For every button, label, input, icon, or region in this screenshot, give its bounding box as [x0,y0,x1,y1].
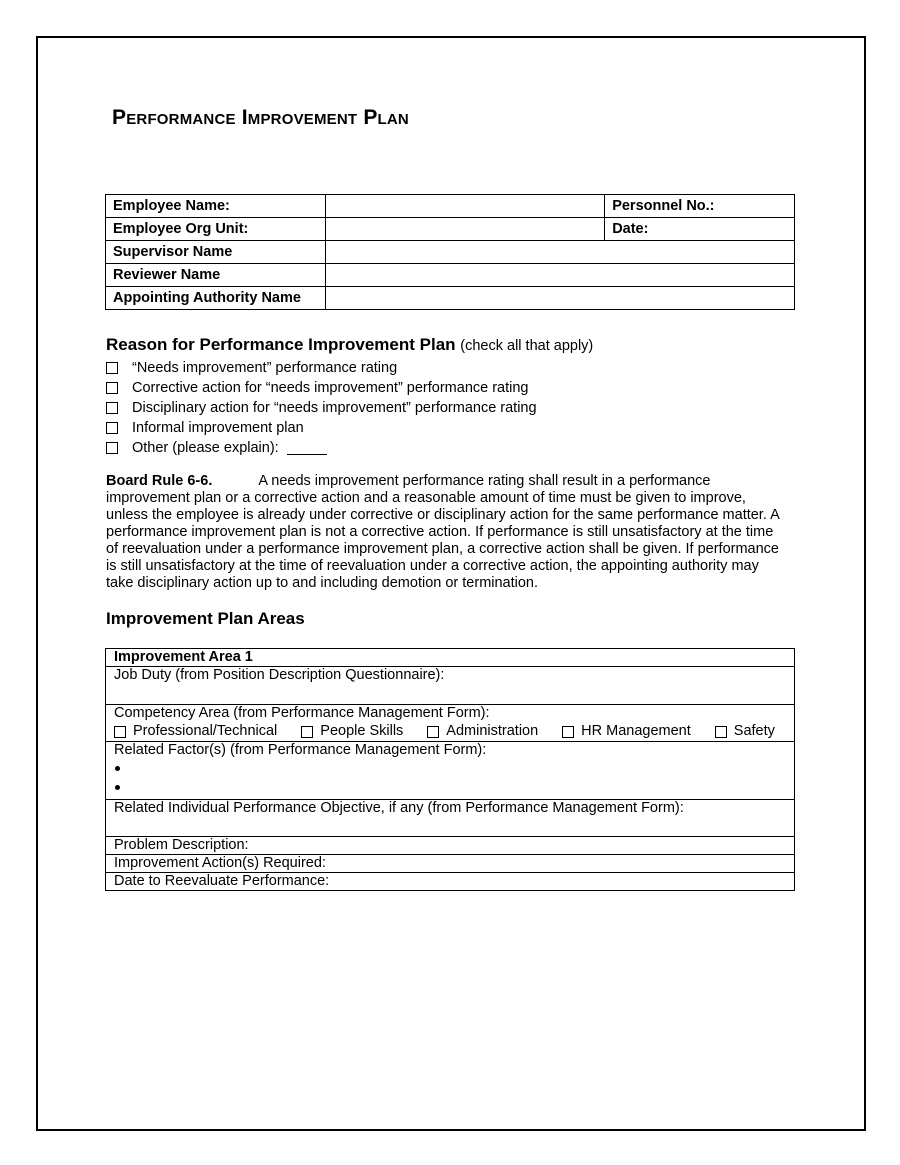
checkbox[interactable] [106,382,118,394]
reevaluate-date-label: Date to Reevaluate Performance: [114,873,330,889]
board-rule-label: Board Rule 6-6. [106,473,213,489]
competency-option-label: People Skills [320,723,404,739]
org-unit-field[interactable] [325,218,604,241]
competency-option-label: Administration [446,723,539,739]
employee-name-label: Employee Name: [106,195,326,218]
checkbox[interactable] [114,726,126,738]
checkbox[interactable] [715,726,727,738]
related-factors-label: Related Factor(s) (from Performance Management Form): [114,742,487,758]
personnel-no-label: Personnel No.: [612,198,715,214]
reason-option [106,358,537,378]
reason-option-label: Informal improvement plan [132,420,304,436]
competency-option-label: Safety [733,723,775,739]
competency-label: Competency Area (from Performance Management Form): [114,705,490,721]
appointing-authority-label: Appointing Authority Name [106,287,326,310]
checkbox[interactable] [106,402,118,414]
checkbox[interactable] [106,442,118,454]
reason-option-label: Other (please explain): [132,440,279,456]
personnel-no-field[interactable] [605,195,795,218]
reason-option-label: Corrective action for “needs improvement” performance rating [132,380,529,396]
improvement-heading: Improvement Plan Areas [106,609,305,628]
checkbox[interactable] [427,726,439,738]
job-duty-cell[interactable] [106,667,795,705]
reason-checklist [106,358,537,458]
org-unit-label: Employee Org Unit: [106,218,326,241]
supervisor-label: Supervisor Name [106,241,326,264]
competency-option [715,723,775,740]
competency-options [114,723,786,740]
reason-option-label: Disciplinary action for “needs improvement” performance rating [132,400,537,416]
other-explain-blank[interactable] [287,442,327,455]
competency-option-label: HR Management [581,723,691,739]
checkbox[interactable] [106,422,118,434]
bullet-item[interactable] [114,759,786,778]
related-factors-list [114,759,786,797]
reviewer-field[interactable] [325,264,794,287]
competency-cell [106,705,795,742]
competency-option [114,723,277,740]
improvement-actions-label: Improvement Action(s) Required: [114,855,326,871]
competency-option [427,723,538,740]
reason-option [106,378,537,398]
checkbox[interactable] [562,726,574,738]
page-title: Performance Improvement Plan [112,106,409,129]
date-label: Date: [612,221,649,237]
appointing-authority-field[interactable] [325,287,794,310]
improvement-area-table [105,648,795,891]
employee-info-table [105,194,795,310]
improvement-actions-cell[interactable] [106,855,795,873]
problem-description-label: Problem Description: [114,837,249,853]
objective-label: Related Individual Performance Objective, if any (from Performance Management Form): [114,800,684,816]
related-factors-cell[interactable] [106,742,795,800]
problem-description-cell[interactable] [106,837,795,855]
competency-option-label: Professional/Technical [133,723,278,739]
competency-option [562,723,691,740]
reason-heading-note: (check all that apply) [460,338,594,354]
date-field[interactable] [605,218,795,241]
reason-option [106,438,537,458]
checkbox[interactable] [301,726,313,738]
competency-option [301,723,403,740]
board-rule-text: A needs improvement performance rating shall result in a performance improvement plan or a corrective action and a reasonable amount of time must be given to improve, unless the employee is already under corrective or disciplinary action for the same performance matter. A performance improvement plan is not a corrective action. If performance is still unsatisfactory at the time of reevaluation under a performance improvement plan, a corrective action shall be given. If performance is still unsatisfactory at the time of reevaluation under a corrective action, the appointing authority may take disciplinary action up to and including demotion or termination. [106,473,779,591]
reason-heading-text: Reason for Performance Improvement Plan [106,335,456,354]
reevaluate-date-cell[interactable] [106,873,795,891]
reviewer-label: Reviewer Name [106,264,326,287]
board-rule-paragraph [106,473,786,592]
objective-cell[interactable] [106,800,795,837]
reason-heading [106,335,593,355]
checkbox[interactable] [106,362,118,374]
employee-name-field[interactable] [325,195,604,218]
reason-option-label: “Needs improvement” performance rating [132,360,398,376]
improvement-area-title: Improvement Area 1 [106,649,795,667]
reason-option [106,398,537,418]
job-duty-label: Job Duty (from Position Description Questionnaire): [114,667,445,683]
supervisor-field[interactable] [325,241,794,264]
bullet-item[interactable] [114,778,786,797]
reason-option [106,418,537,438]
